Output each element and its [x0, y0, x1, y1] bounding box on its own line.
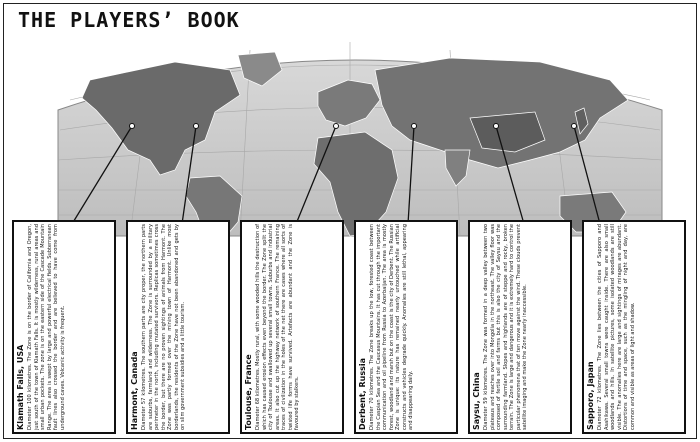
zone-description: Diameter 68 kilometres. Mostly rural, with some wooded hills the destruction of which has caused erosion effects even beyond the border. The Zone split the city of Toulouse and swallowed up several small towns. Suburbs and industrial areas. It also cut up the highway network of southern France. The remaining traces of civilization in the holes of the net there are cases where all sorts of twisted life forms have survived. Artefacts are abundant and the Zone is favoured by stalkers.	[255, 224, 301, 430]
zone-name: Harmont, Canada	[130, 351, 139, 430]
zone-card-content	[472, 224, 568, 430]
zone-name: Toulouse, France	[244, 354, 253, 430]
marker-klamath-falls	[130, 124, 135, 129]
marker-sapporo	[572, 124, 577, 129]
zone-card-content	[16, 224, 112, 430]
zone-card-harmont	[126, 220, 230, 434]
zone-card-sapporo	[582, 220, 686, 434]
marker-harmont	[194, 124, 199, 129]
zone-name: Saysu, China	[472, 372, 481, 430]
zone-description: Diameter 59 kilometres. The Zone was formed in a deep valley between two plateaus and reaches over into Mongolia in the northeast. The valley floor was composed of fertile soil and farms but this is also the city of Saysu and the surrounding farmland. Slopes and highlands are of steppe and rocky, broken terrain. The Zone is large and dangerous and it is extremely hard to control the particular phenomena that of ten move against the wind. These clouds prevent satellite imaging and make the Zone nearly inaccessible.	[483, 224, 529, 430]
zone-description: Diameter 72 kilometres. The Zone lies between the cities of Sapporo and Asahikawa. Several small towns were caught inside. There are also small woodlands and hills. In satellite pictures, some isolated woodlands are still visible. The anomalies here are large and sightings of mirages are abundant. Distortions of time and space, such as the mingling of night and day, are common and visible as areas of light and shadow.	[597, 224, 636, 430]
marker-derbent	[412, 124, 417, 129]
zone-name: Derbent, Russia	[358, 357, 367, 430]
zone-card-saysu	[468, 220, 572, 434]
zone-description: Diameter 70 kilometres. The Zone breaks up the low, forested coast between the Caspian Sea and the Caucasus Mountains. It has cut through the important communication and oil pipeline from Russia to Azerbaijan. The area is mostly forest, woodland and marsh but on the coast is the city of Derbent. The Russian Zone is unique: its nature has remained nearly untouched while artificial constructs and vehicles degrade quickly. Anomalies are still lethal, appearing and disappearing daily.	[369, 224, 415, 430]
zone-name: Klamath Falls, USA	[16, 344, 25, 430]
zone-card-content	[244, 224, 340, 430]
zone-card-toulouse	[240, 220, 344, 434]
marker-saysu	[494, 124, 499, 129]
zone-description: Diameter 57 kilometres. The southern parts are city proper, the northern parts are suburbs, farmland and wilderness. The Zone is surrounded by a military perimeter in the north, including mutated survivors. Replicas sometimes cross the border, but there are no proven sightings of animals from Harmont. The Zone was partly formed over the mining town of Harmont. Unlike most borderlands, the residents of the Zone have not been abandoned and gets by on slim government subsidies and a little tourism.	[141, 224, 187, 430]
zone-card-content	[586, 224, 682, 430]
zone-card-derbent	[354, 220, 458, 434]
marker-toulouse	[334, 124, 339, 129]
zone-name: Sapporo, Japan	[586, 361, 595, 430]
zone-card-content	[130, 224, 226, 430]
page-title: THE PLAYERS’ BOOK	[18, 8, 240, 32]
zone-description: Diameter 100 kilometres. The Zone is on the border of California and Oregon, just south of the town of Klamath Falls. It is mostly wilderness, rural areas and small urban pockets. The zone is on the eastern side of the Cascade Mountain Range. The area is swept by large and powerful electrical fields. Subterranean fault lines also crossed the border and are believed to have come from underground caves. Volcanic activity is frequent.	[27, 224, 66, 430]
zone-card-content	[358, 224, 454, 430]
zone-card-klamath-falls	[12, 220, 116, 434]
